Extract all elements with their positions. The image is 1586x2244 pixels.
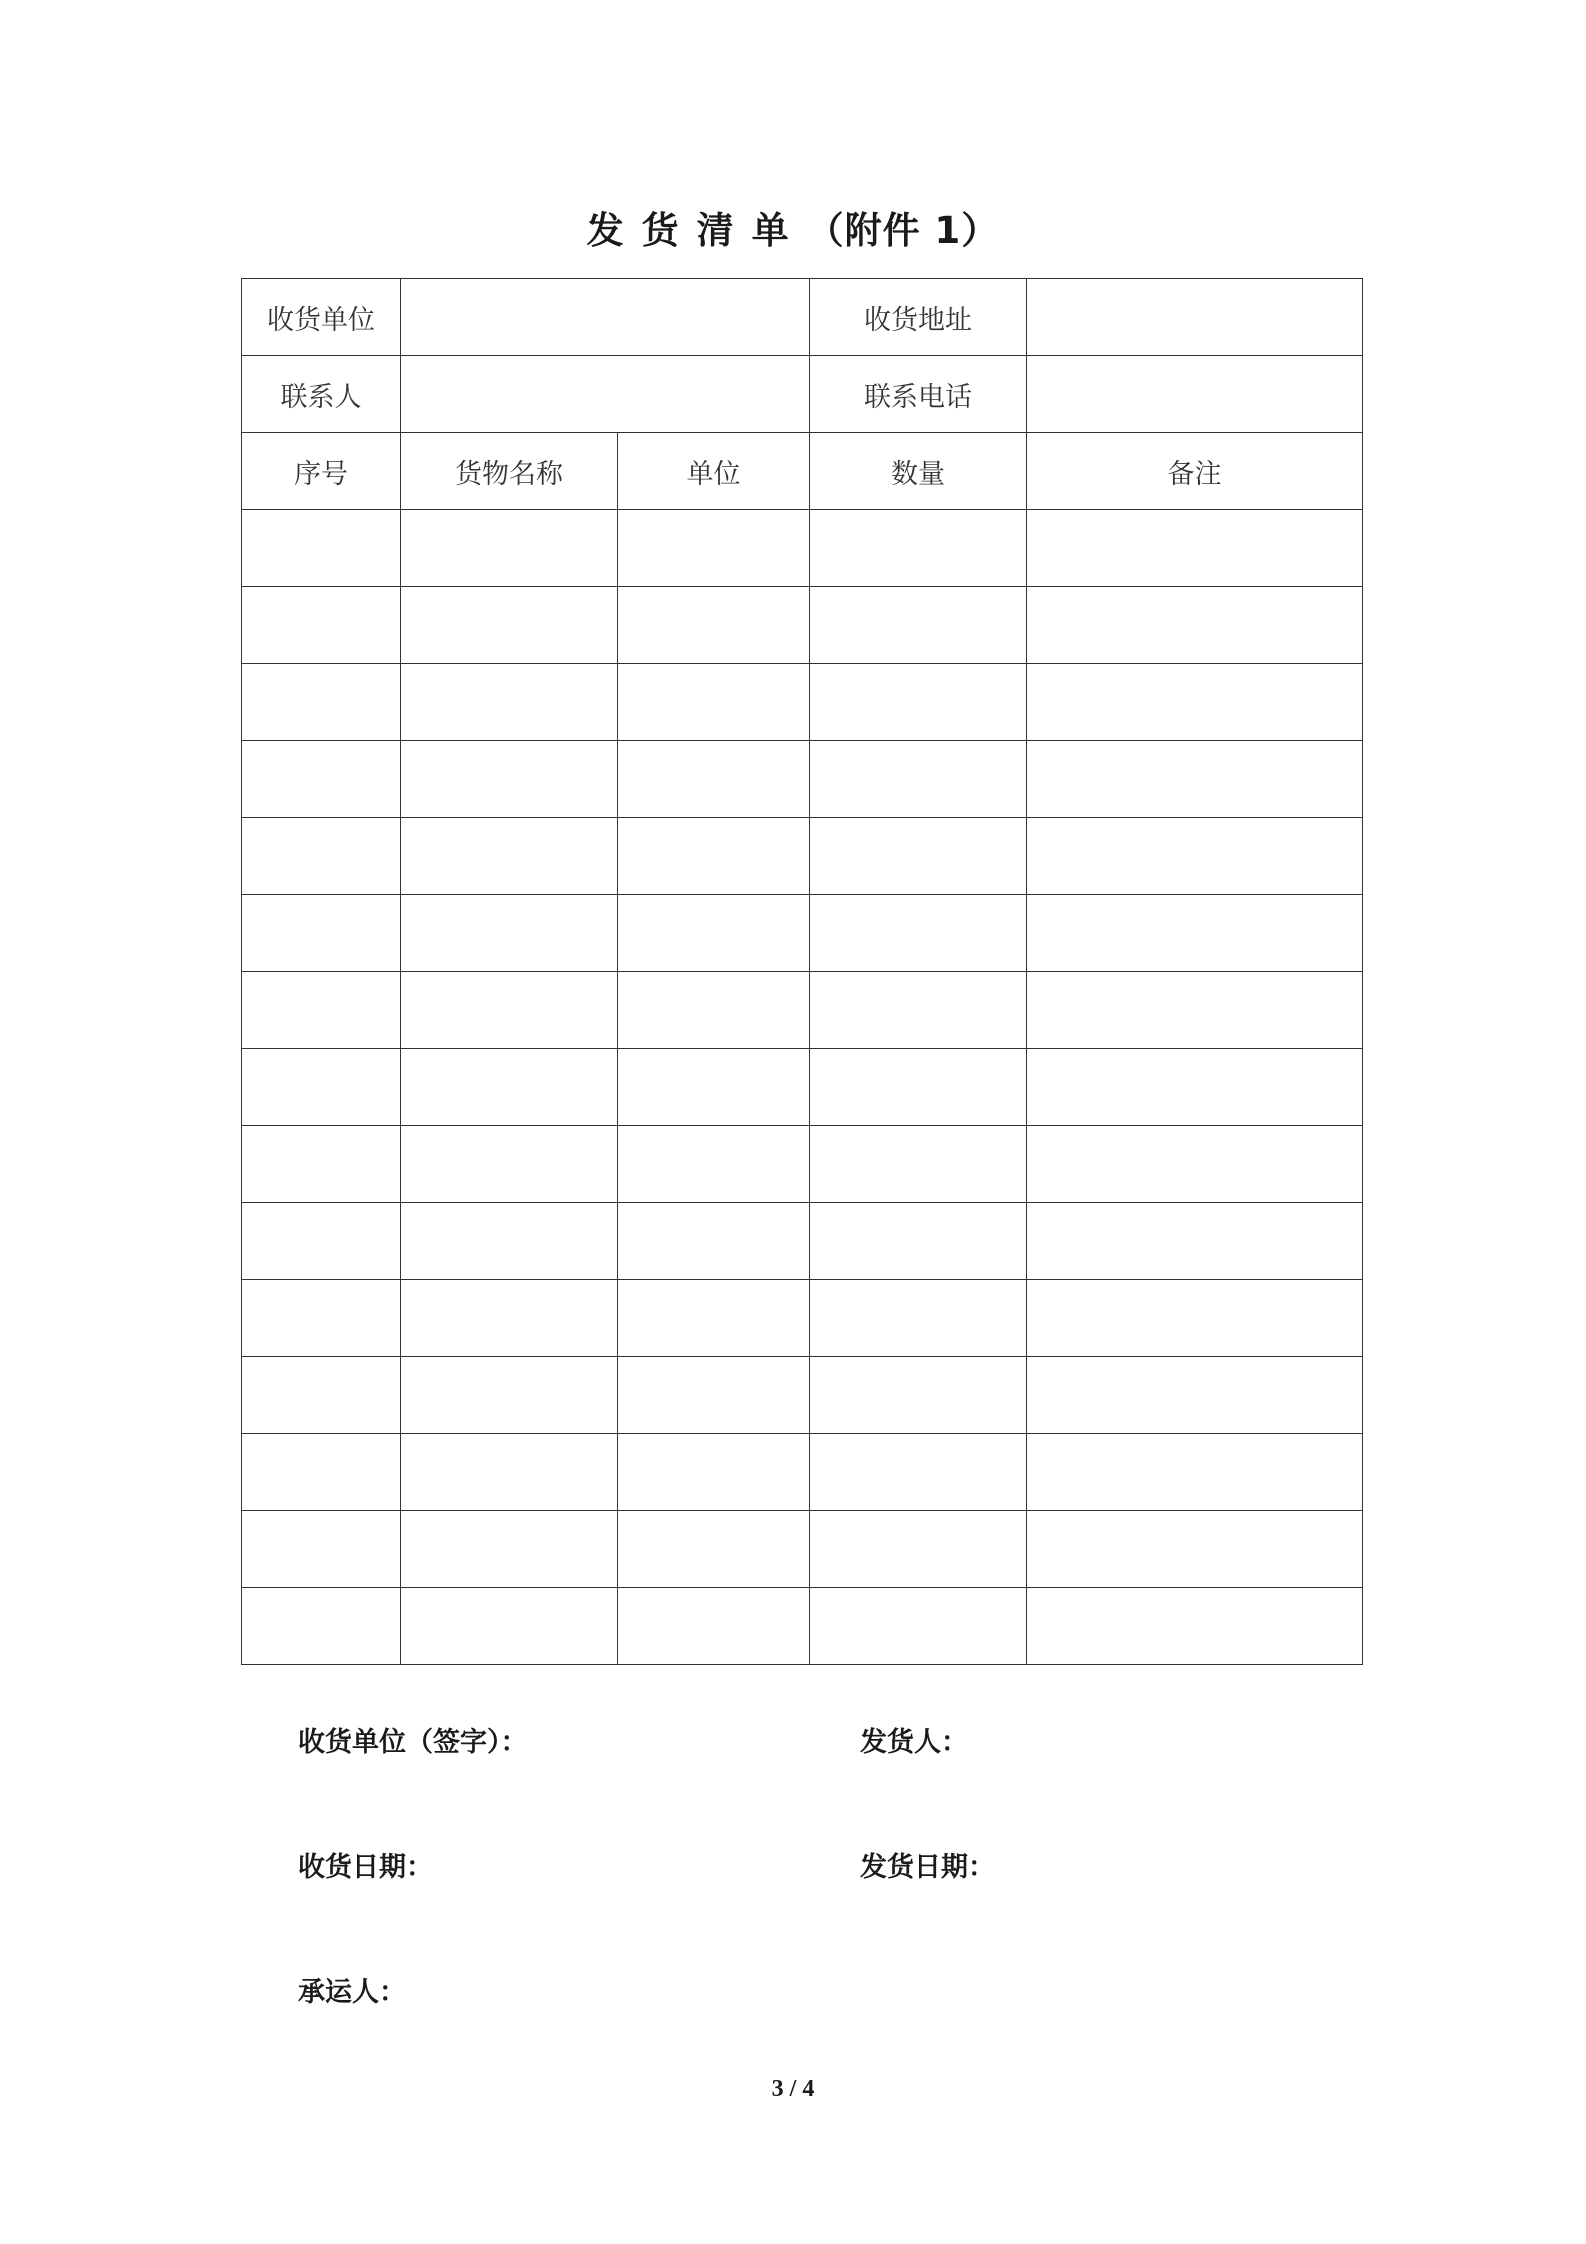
unit-cell[interactable]	[618, 510, 810, 587]
index-cell[interactable]	[242, 664, 401, 741]
index-cell[interactable]	[242, 818, 401, 895]
remarks-cell[interactable]	[1027, 1511, 1363, 1588]
goods-name-cell[interactable]	[401, 1434, 618, 1511]
receive-date-label: 收货日期：	[298, 1852, 433, 1883]
unit-cell[interactable]	[618, 1588, 810, 1665]
index-cell[interactable]	[242, 1357, 401, 1434]
goods-name-cell[interactable]	[401, 587, 618, 664]
unit-cell[interactable]	[618, 1357, 810, 1434]
goods-name-cell[interactable]	[401, 895, 618, 972]
table-row	[242, 895, 1363, 972]
goods-name-cell[interactable]	[401, 972, 618, 1049]
unit-cell[interactable]	[618, 818, 810, 895]
goods-name-cell[interactable]	[401, 741, 618, 818]
index-cell[interactable]	[242, 510, 401, 587]
remarks-cell[interactable]	[1027, 1588, 1363, 1665]
table-row	[242, 1280, 1363, 1357]
goods-name-cell[interactable]	[401, 1049, 618, 1126]
unit-cell[interactable]	[618, 1434, 810, 1511]
goods-name-cell[interactable]	[401, 664, 618, 741]
column-header-quantity: 数量	[810, 433, 1027, 510]
quantity-cell[interactable]	[810, 1357, 1027, 1434]
unit-cell[interactable]	[618, 664, 810, 741]
index-cell[interactable]	[242, 587, 401, 664]
quantity-cell[interactable]	[810, 1203, 1027, 1280]
receiver-unit-field[interactable]	[401, 279, 810, 356]
contact-phone-field[interactable]	[1027, 356, 1363, 433]
quantity-cell[interactable]	[810, 1588, 1027, 1665]
table-row	[242, 1588, 1363, 1665]
table-row	[242, 741, 1363, 818]
table-row	[242, 1511, 1363, 1588]
remarks-cell[interactable]	[1027, 587, 1363, 664]
carrier-label: 承运人：	[298, 1977, 406, 2008]
goods-name-cell[interactable]	[401, 1357, 618, 1434]
remarks-cell[interactable]	[1027, 741, 1363, 818]
unit-cell[interactable]	[618, 587, 810, 664]
contact-field[interactable]	[401, 356, 810, 433]
table-row	[242, 510, 1363, 587]
index-cell[interactable]	[242, 1049, 401, 1126]
table-row	[242, 818, 1363, 895]
index-cell[interactable]	[242, 895, 401, 972]
table-row	[242, 1126, 1363, 1203]
table-row	[242, 1203, 1363, 1280]
table-row-contact	[242, 356, 1363, 433]
unit-cell[interactable]	[618, 741, 810, 818]
quantity-cell[interactable]	[810, 818, 1027, 895]
contact-phone-label: 联系电话	[810, 356, 1027, 433]
remarks-cell[interactable]	[1027, 818, 1363, 895]
page-title	[0, 200, 1586, 254]
remarks-cell[interactable]	[1027, 1280, 1363, 1357]
unit-cell[interactable]	[618, 895, 810, 972]
remarks-cell[interactable]	[1027, 1126, 1363, 1203]
table-row-receiver	[242, 279, 1363, 356]
unit-cell[interactable]	[618, 1203, 810, 1280]
quantity-cell[interactable]	[810, 1126, 1027, 1203]
title-suffix: （附件 1）	[806, 209, 1000, 252]
remarks-cell[interactable]	[1027, 895, 1363, 972]
index-cell[interactable]	[242, 1434, 401, 1511]
table-row	[242, 1357, 1363, 1434]
goods-name-cell[interactable]	[401, 1126, 618, 1203]
shipper-label: 发货人：	[860, 1727, 968, 1758]
receiver-address-label: 收货地址	[810, 279, 1027, 356]
goods-name-cell[interactable]	[401, 1203, 618, 1280]
goods-name-cell[interactable]	[401, 1280, 618, 1357]
column-header-unit: 单位	[618, 433, 810, 510]
ship-date-label: 发货日期：	[860, 1852, 995, 1883]
unit-cell[interactable]	[618, 972, 810, 1049]
index-cell[interactable]	[242, 741, 401, 818]
table-row	[242, 587, 1363, 664]
quantity-cell[interactable]	[810, 510, 1027, 587]
title-main: 发货清单	[586, 209, 807, 252]
table-row	[242, 1049, 1363, 1126]
remarks-cell[interactable]	[1027, 510, 1363, 587]
table-row	[242, 664, 1363, 741]
shipping-list-table	[241, 278, 1363, 1665]
column-header-index: 序号	[242, 433, 401, 510]
table-row	[242, 972, 1363, 1049]
quantity-cell[interactable]	[810, 895, 1027, 972]
unit-cell[interactable]	[618, 1511, 810, 1588]
receiver-address-field[interactable]	[1027, 279, 1363, 356]
remarks-cell[interactable]	[1027, 1203, 1363, 1280]
page-number: 3 / 4	[771, 2076, 815, 2102]
goods-name-cell[interactable]	[401, 1511, 618, 1588]
remarks-cell[interactable]	[1027, 1357, 1363, 1434]
remarks-cell[interactable]	[1027, 1049, 1363, 1126]
quantity-cell[interactable]	[810, 1049, 1027, 1126]
index-cell[interactable]	[242, 972, 401, 1049]
receiver-unit-label: 收货单位	[242, 279, 401, 356]
goods-name-cell[interactable]	[401, 818, 618, 895]
index-cell[interactable]	[242, 1280, 401, 1357]
index-cell[interactable]	[242, 1511, 401, 1588]
table-header-row	[242, 433, 1363, 510]
remarks-cell[interactable]	[1027, 664, 1363, 741]
quantity-cell[interactable]	[810, 1511, 1027, 1588]
remarks-cell[interactable]	[1027, 972, 1363, 1049]
receiver-sign-label: 收货单位（签字）：	[298, 1727, 528, 1758]
column-header-goods-name: 货物名称	[401, 433, 618, 510]
goods-name-cell[interactable]	[401, 1588, 618, 1665]
quantity-cell[interactable]	[810, 587, 1027, 664]
column-header-remarks: 备注	[1027, 433, 1363, 510]
quantity-cell[interactable]	[810, 741, 1027, 818]
unit-cell[interactable]	[618, 1126, 810, 1203]
index-cell[interactable]	[242, 1203, 401, 1280]
quantity-cell[interactable]	[810, 1280, 1027, 1357]
table-row	[242, 1434, 1363, 1511]
contact-label: 联系人	[242, 356, 401, 433]
unit-cell[interactable]	[618, 1049, 810, 1126]
remarks-cell[interactable]	[1027, 1434, 1363, 1511]
unit-cell[interactable]	[618, 1280, 810, 1357]
goods-name-cell[interactable]	[401, 510, 618, 587]
quantity-cell[interactable]	[810, 1434, 1027, 1511]
quantity-cell[interactable]	[810, 664, 1027, 741]
index-cell[interactable]	[242, 1588, 401, 1665]
quantity-cell[interactable]	[810, 972, 1027, 1049]
index-cell[interactable]	[242, 1126, 401, 1203]
